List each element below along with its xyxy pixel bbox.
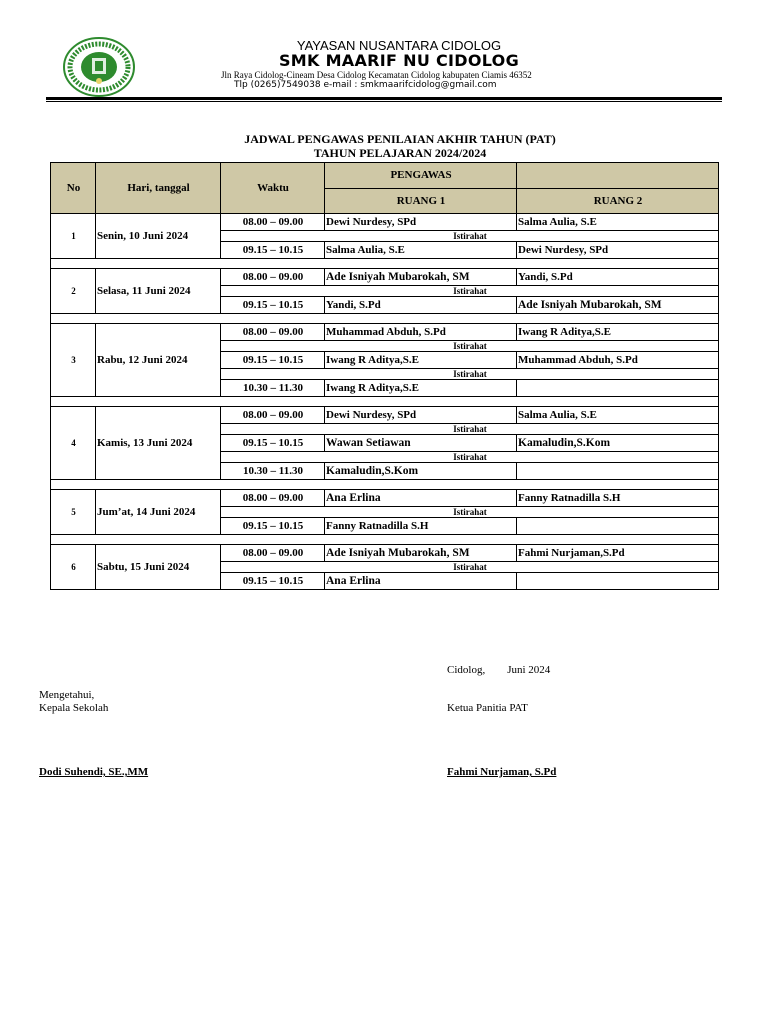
day-number: 2 <box>51 269 96 314</box>
room-2-proctor: Salma Aulia, S.E <box>517 214 719 231</box>
time-slot: 08.00 – 09.00 <box>221 214 325 231</box>
schedule-table <box>50 162 719 590</box>
time-slot: 09.15 – 10.15 <box>221 435 325 452</box>
room-2-proctor <box>517 380 719 397</box>
title-line-2: TAHUN PELAJARAN 2024/2024 <box>313 146 487 160</box>
day-number: 3 <box>51 324 96 397</box>
table-row <box>51 214 719 231</box>
room-1-proctor: Salma Aulia, S.E <box>325 242 517 259</box>
break-label: Istirahat <box>221 562 719 573</box>
break-label: Istirahat <box>221 424 719 435</box>
day-date: Rabu, 12 Juni 2024 <box>96 324 221 397</box>
day-date: Jum’at, 14 Juni 2024 <box>96 490 221 535</box>
table-row <box>51 269 719 286</box>
header-room-1: RUANG 1 <box>325 188 517 214</box>
room-1-proctor: Wawan Setiawan <box>325 435 517 452</box>
time-slot: 10.30 – 11.30 <box>221 463 325 480</box>
room-2-proctor: Salma Aulia, S.E <box>517 407 719 424</box>
room-1-proctor: Ade Isniyah Mubarokah, SM <box>325 545 517 562</box>
table-row <box>51 324 719 341</box>
spacer-row <box>51 259 719 269</box>
day-number: 6 <box>51 545 96 590</box>
break-label: Istirahat <box>221 369 719 380</box>
room-2-proctor: Yandi, S.Pd <box>517 269 719 286</box>
time-slot: 08.00 – 09.00 <box>221 545 325 562</box>
room-2-proctor: Kamaludin,S.Kom <box>517 435 719 452</box>
signature-left-role: Kepala Sekolah <box>39 702 109 714</box>
break-label: Istirahat <box>221 452 719 463</box>
room-1-proctor: Ana Erlina <box>325 573 517 590</box>
foundation-name: YAYASAN NUSANTARA CIDOLOG <box>296 38 502 53</box>
room-2-proctor: Fahmi Nurjaman,S.Pd <box>517 545 719 562</box>
room-1-proctor: Muhammad Abduh, S.Pd <box>325 324 517 341</box>
header-pengawas: PENGAWAS <box>325 163 517 189</box>
time-slot: 10.30 – 11.30 <box>221 380 325 397</box>
day-date: Sabtu, 15 Juni 2024 <box>96 545 221 590</box>
time-slot: 08.00 – 09.00 <box>221 324 325 341</box>
time-slot: 08.00 – 09.00 <box>221 490 325 507</box>
signature-left-acknowledge: Mengetahui, <box>39 689 95 701</box>
room-1-proctor: Ana Erlina <box>325 490 517 507</box>
time-slot: 09.15 – 10.15 <box>221 518 325 535</box>
break-label: Istirahat <box>221 286 719 297</box>
room-1-proctor: Dewi Nurdesy, SPd <box>325 407 517 424</box>
table-row <box>51 490 719 507</box>
day-number: 4 <box>51 407 96 480</box>
time-slot: 09.15 – 10.15 <box>221 352 325 369</box>
day-date: Senin, 10 Juni 2024 <box>96 214 221 259</box>
signature-place-date: Cidolog, Juni 2024 <box>447 664 551 676</box>
header-room-2: RUANG 2 <box>517 188 719 214</box>
room-2-proctor <box>517 518 719 535</box>
day-date: Selasa, 11 Juni 2024 <box>96 269 221 314</box>
time-slot: 08.00 – 09.00 <box>221 269 325 286</box>
header-no: No <box>51 163 96 214</box>
room-2-proctor <box>517 463 719 480</box>
time-slot: 09.15 – 10.15 <box>221 242 325 259</box>
room-1-proctor: Kamaludin,S.Kom <box>325 463 517 480</box>
room-1-proctor: Yandi, S.Pd <box>325 297 517 314</box>
school-logo-icon <box>62 36 136 98</box>
letterhead-divider <box>46 97 722 100</box>
break-label: Istirahat <box>221 231 719 242</box>
signature-right-role: Ketua Panitia PAT <box>447 702 528 714</box>
spacer-row <box>51 397 719 407</box>
header-time: Waktu <box>221 163 325 214</box>
day-date: Kamis, 13 Juni 2024 <box>96 407 221 480</box>
time-slot: 09.15 – 10.15 <box>221 297 325 314</box>
break-label: Istirahat <box>221 507 719 518</box>
title-line-1: JADWAL PENGAWAS PENILAIAN AKHIR TAHUN (PAT) <box>244 132 556 146</box>
signature-right-name: Fahmi Nurjaman, S.Pd <box>447 766 557 778</box>
school-contact: Tlp (0265)7549038 e-mail : smkmaarifcidolog@gmail.com <box>234 80 497 90</box>
header-day: Hari, tanggal <box>96 163 221 214</box>
letterhead-divider-thin <box>46 101 722 102</box>
room-1-proctor: Ade Isniyah Mubarokah, SM <box>325 269 517 286</box>
room-2-proctor: Fanny Ratnadilla S.H <box>517 490 719 507</box>
time-slot: 09.15 – 10.15 <box>221 573 325 590</box>
spacer-row <box>51 314 719 324</box>
day-number: 5 <box>51 490 96 535</box>
break-label: Istirahat <box>221 341 719 352</box>
room-2-proctor <box>517 573 719 590</box>
room-1-proctor: Iwang R Aditya,S.E <box>325 380 517 397</box>
school-name: SMK MAARIF NU CIDOLOG <box>278 51 520 70</box>
table-header-row <box>51 163 719 189</box>
room-2-proctor: Muhammad Abduh, S.Pd <box>517 352 719 369</box>
room-1-proctor: Fanny Ratnadilla S.H <box>325 518 517 535</box>
time-slot: 08.00 – 09.00 <box>221 407 325 424</box>
table-row <box>51 407 719 424</box>
room-1-proctor: Dewi Nurdesy, SPd <box>325 214 517 231</box>
signature-left-name: Dodi Suhendi, SE.,MM <box>39 766 149 778</box>
spacer-row <box>51 480 719 490</box>
room-2-proctor: Dewi Nurdesy, SPd <box>517 242 719 259</box>
room-1-proctor: Iwang R Aditya,S.E <box>325 352 517 369</box>
day-number: 1 <box>51 214 96 259</box>
room-2-proctor: Iwang R Aditya,S.E <box>517 324 719 341</box>
table-row <box>51 545 719 562</box>
spacer-row <box>51 535 719 545</box>
room-2-proctor: Ade Isniyah Mubarokah, SM <box>517 297 719 314</box>
header-blank <box>517 163 719 189</box>
school-address: Jln Raya Cidolog-Cineam Desa Cidolog Kecamatan Cidolog kabupaten Ciamis 46352 <box>221 70 532 80</box>
document-title <box>150 132 650 160</box>
